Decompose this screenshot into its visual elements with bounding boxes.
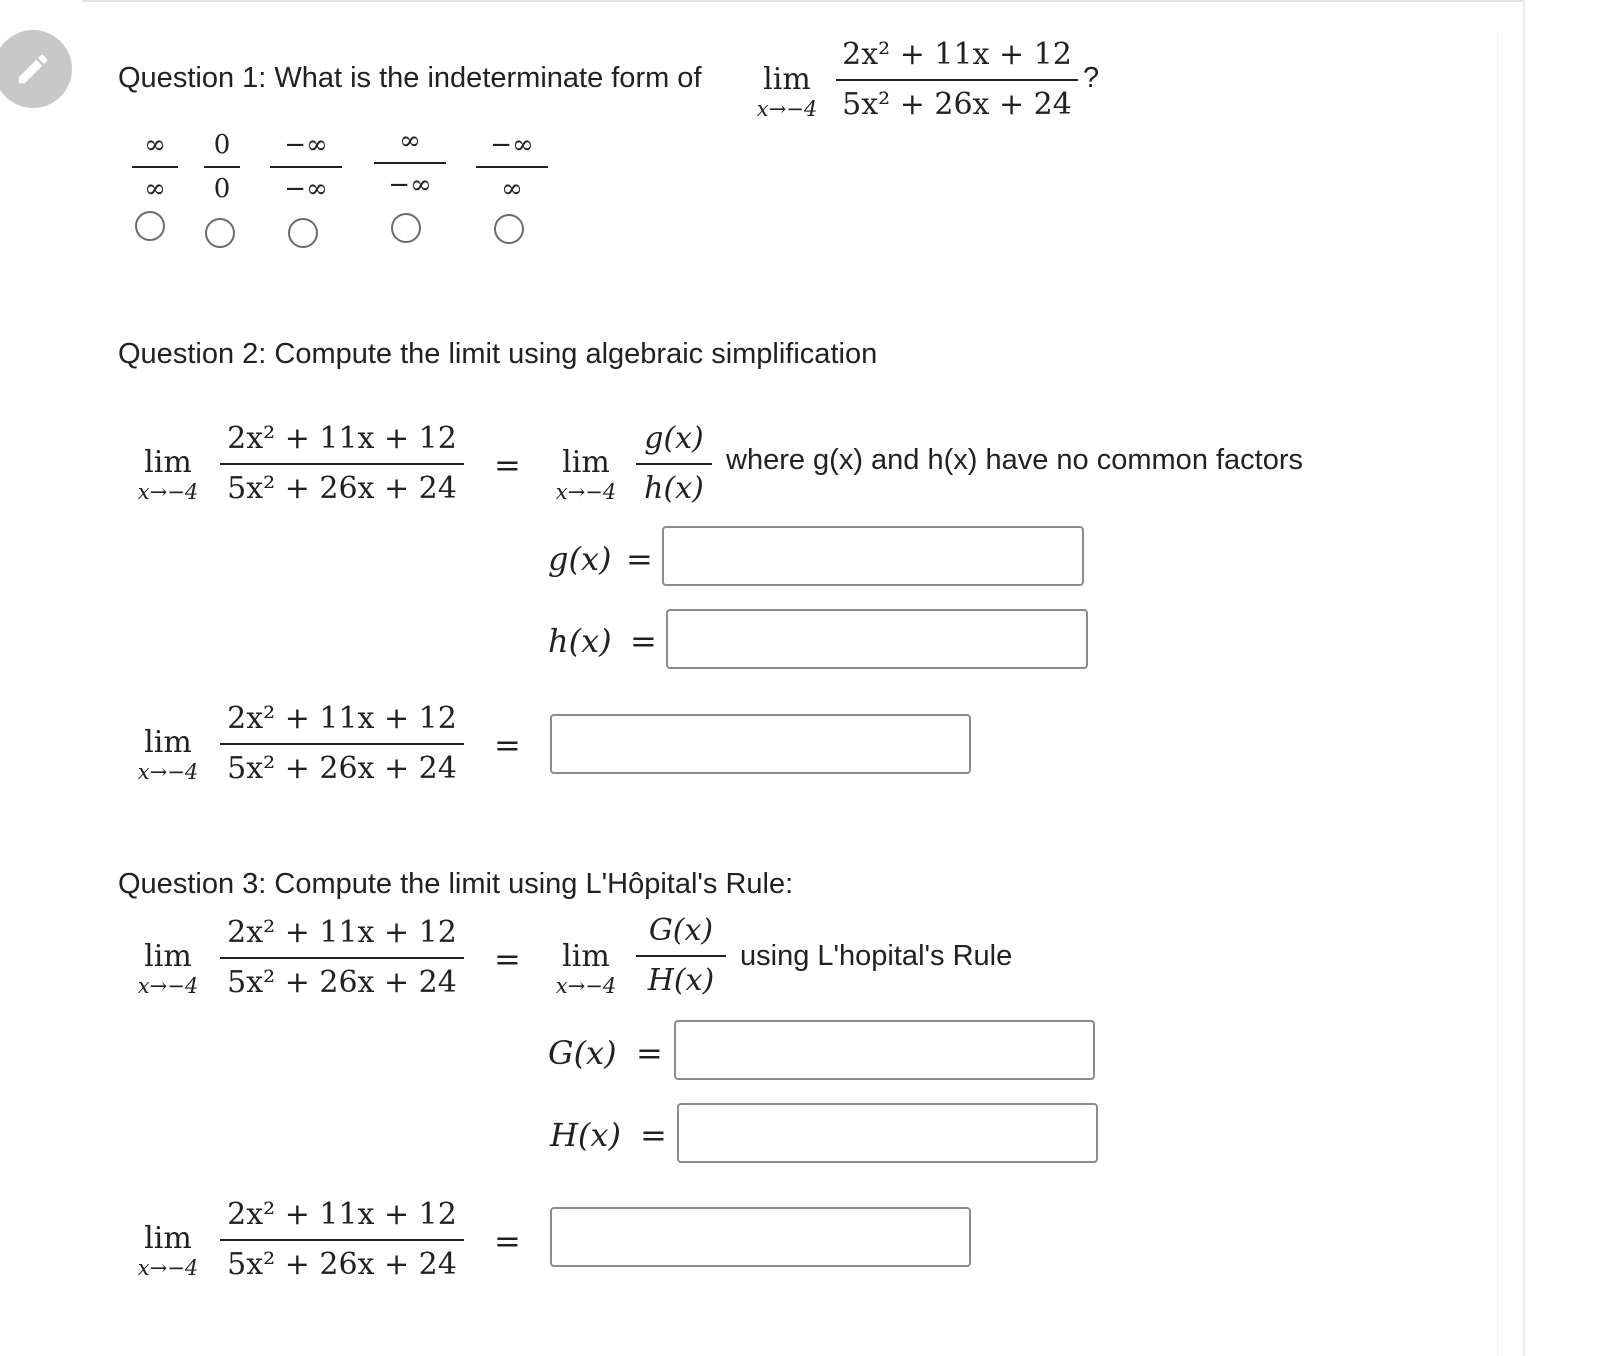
q1-limit-operator [744,63,830,121]
H-label: H(x) [550,1116,621,1154]
q3-rhs-fraction: G(x) H(x) [636,910,726,1002]
h-input[interactable] [666,609,1088,669]
q3-rhs-limit: lim x→−4 [555,939,617,998]
q3-limit-operator: lim x→−4 [137,939,199,998]
radio-option-5[interactable] [494,214,524,244]
edit-button[interactable] [0,30,72,108]
q3-result-input[interactable] [550,1207,971,1267]
q2-result-limit: lim x→−4 [137,725,199,784]
g-label: g(x) [548,540,612,578]
option-inf-over-neginf: ∞ −∞ [374,124,446,202]
h-label: h(x) [548,622,612,660]
question3-title: Question 3: Compute the limit using L'Hôpital's Rule: [118,868,794,900]
question1-suffix: ? [1083,62,1100,94]
q2-limit-operator: lim x→−4 [137,445,199,504]
lim-subscript: x→−4 [756,97,818,121]
top-divider [82,0,1524,2]
option-neginf-over-inf: −∞ ∞ [476,128,548,206]
right-divider [1523,0,1525,1356]
q2-note: where g(x) and h(x) have no common factors [726,444,1304,476]
pencil-icon [14,50,52,88]
radio-option-2[interactable] [205,218,235,248]
G-label: G(x) [548,1034,617,1072]
q3-result-fraction: 2x² + 11x + 12 5x² + 26x + 24 [220,1194,464,1286]
q2-rhs-fraction: g(x) h(x) [636,418,712,510]
radio-option-1[interactable] [135,211,165,241]
option-zero-over-zero: 0 0 [204,128,240,206]
q2-fraction: 2x² + 11x + 12 5x² + 26x + 24 [220,418,464,510]
option-neginf-over-neginf: −∞ −∞ [270,128,342,206]
radio-option-3[interactable] [288,218,318,248]
q3-note: using L'hopital's Rule [740,940,1013,972]
lim-word: lim [763,62,811,97]
equals-sign: = [494,446,521,484]
q3-result-limit: lim x→−4 [137,1221,199,1280]
question1-prompt: Question 1: What is the indeterminate form of [118,62,702,94]
question2-title: Question 2: Compute the limit using algebraic simplification [118,338,878,370]
q2-result-fraction: 2x² + 11x + 12 5x² + 26x + 24 [220,698,464,790]
fraction-numerator: 2x² + 11x + 12 [842,37,1072,72]
H-input[interactable] [677,1103,1098,1163]
q2-rhs-limit: lim x→−4 [555,445,617,504]
radio-option-4[interactable] [391,213,421,243]
option-inf-over-inf: ∞ ∞ [132,128,178,206]
q3-fraction: 2x² + 11x + 12 5x² + 26x + 24 [220,912,464,1004]
G-input[interactable] [674,1020,1095,1080]
fraction-bar [836,79,1078,81]
g-input[interactable] [662,526,1084,586]
q2-result-input[interactable] [550,714,971,774]
right-inner-divider [1497,32,1498,1356]
fraction-denominator: 5x² + 26x + 24 [842,87,1072,122]
q1-fraction [836,34,1078,126]
